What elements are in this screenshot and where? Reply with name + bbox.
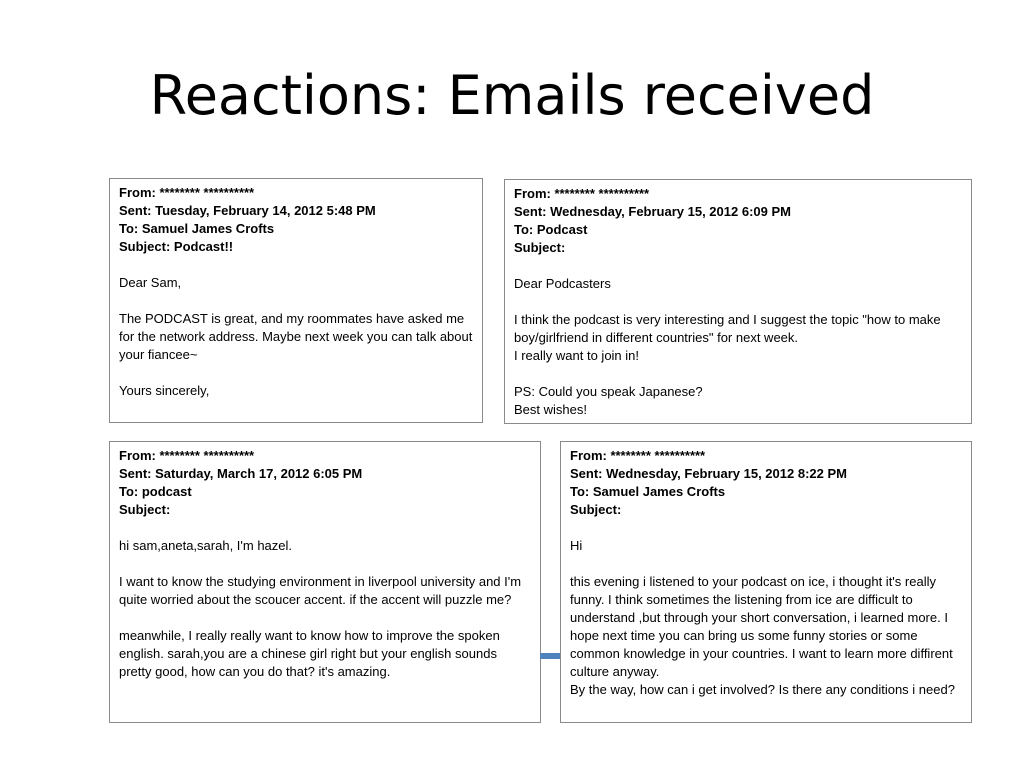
email-from: From: ******** ********** <box>119 185 255 200</box>
email-from: From: ******** ********** <box>119 448 255 463</box>
email-body-paragraph: PS: Could you speak Japanese? Best wishes! <box>514 384 703 417</box>
email-to: To: podcast <box>119 484 192 499</box>
email-sent: Sent: Wednesday, February 15, 2012 8:22 PM <box>570 466 847 481</box>
email-sent: Sent: Tuesday, February 14, 2012 5:48 PM <box>119 203 376 218</box>
email-body-paragraph: hi sam,aneta,sarah, I'm hazel. <box>119 538 293 553</box>
email-subject: Subject: <box>570 502 622 517</box>
connector-line <box>540 653 560 659</box>
email-body-paragraph: Dear Sam, <box>119 275 182 290</box>
email-body-paragraph: Dear Podcasters <box>514 276 611 291</box>
email-to: To: Samuel James Crofts <box>119 221 275 236</box>
email-card-1 <box>109 178 483 423</box>
email-body-paragraph: I think the podcast is very interesting and I suggest the topic "how to make boy/girlfriend in different countries" for next week. I really want to join in! <box>514 312 941 363</box>
email-body-paragraph: I want to know the studying environment in liverpool university and I'm quite worried about the scoucer accent. if the accent will puzzle me? <box>119 574 522 607</box>
email-subject: Subject: Podcast!! <box>119 239 234 254</box>
email-body-paragraph: Hi <box>570 538 583 553</box>
email-sent: Sent: Saturday, March 17, 2012 6:05 PM <box>119 466 363 481</box>
email-card-4 <box>560 441 972 723</box>
slide-title: Reactions: Emails received <box>149 64 875 127</box>
email-body-paragraph: The PODCAST is great, and my roommates have asked me for the network address. Maybe next week you can talk about your fiancee~ <box>119 311 473 362</box>
email-card-3 <box>109 441 541 723</box>
email-body-paragraph: meanwhile, I really really want to know how to improve the spoken english. sarah,you are a chinese girl right but your english sounds pretty good, how can you do that? it's amazing. <box>119 628 500 679</box>
email-subject: Subject: <box>119 502 171 517</box>
email-from: From: ******** ********** <box>570 448 706 463</box>
email-body-paragraph: Yours sincerely, <box>119 383 210 398</box>
email-subject: Subject: <box>514 240 566 255</box>
email-body-paragraph: this evening i listened to your podcast on ice, i thought it's really funny. I think sometimes the listening from ice are difficult to understand ,but through your short conversation, i learned more. I hope next time you can bring us some funny stories or some common knowledge in your countries. I want to learn more diffirent culture anyway. By the way, how can i get involved? Is there any conditions i need? <box>570 574 955 697</box>
email-to: To: Podcast <box>514 222 588 237</box>
email-card-2 <box>504 179 972 424</box>
email-from: From: ******** ********** <box>514 186 650 201</box>
email-sent: Sent: Wednesday, February 15, 2012 6:09 PM <box>514 204 791 219</box>
email-to: To: Samuel James Crofts <box>570 484 726 499</box>
